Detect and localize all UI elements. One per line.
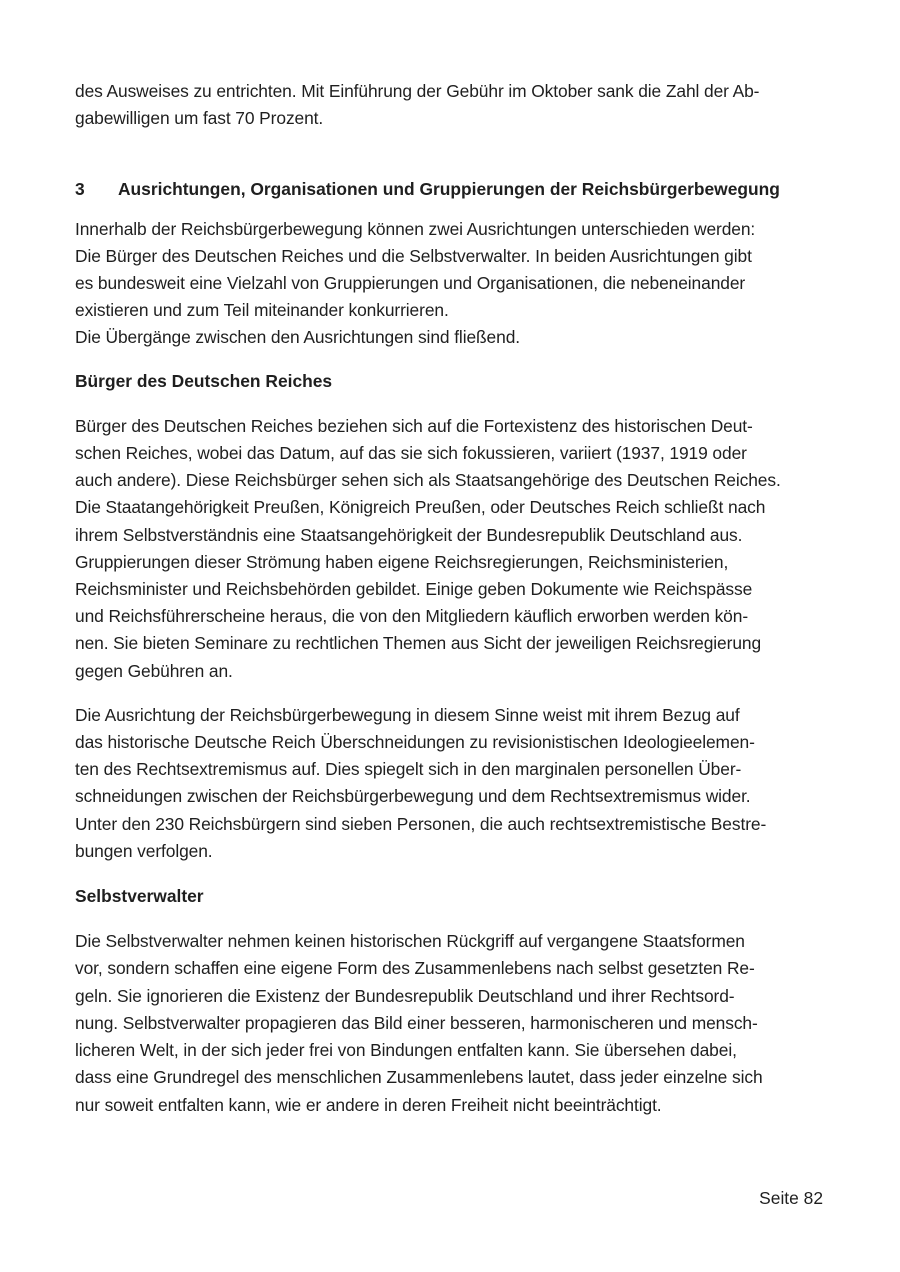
text-line: vor, sondern schaffen eine eigene Form des Zusammenlebens nach selbst gesetzten Re-: [75, 958, 755, 979]
text-line: Die Staatangehörigkeit Preußen, Königreich Preußen, oder Deutsches Reich schließt nach: [75, 497, 766, 518]
text-line: Bürger des Deutschen Reiches beziehen sich auf die Fortexistenz des historischen Deut-: [75, 415, 753, 436]
text-line: dass eine Grundregel des menschlichen Zusammenlebens lautet, dass jeder einzelne sich: [75, 1067, 763, 1088]
text-line: gabewilligen um fast 70 Prozent.: [75, 108, 324, 129]
text-line: Reichsminister und Reichsbehörden gebildet. Einige geben Dokumente wie Reichspässe: [75, 579, 753, 600]
text-line: schen Reiches, wobei das Datum, auf das sie sich fokussieren, variiert (1937, 1919 oder: [75, 443, 747, 464]
section-heading: [75, 176, 823, 203]
text-line: Gruppierungen dieser Strömung haben eigene Reichsregierungen, Reichsministerien,: [75, 551, 729, 572]
text-line: des Ausweises zu entrichten. Mit Einführung der Gebühr im Oktober sank die Zahl der Ab-: [75, 81, 760, 101]
subsection-heading-selbstverwalter: Selbstverwalter: [75, 886, 204, 907]
section-number: 3: [75, 179, 85, 200]
text-line: Die Ausrichtung der Reichsbürgerbewegung in diesem Sinne weist mit ihrem Bezug auf: [75, 704, 740, 725]
document-page: [75, 78, 823, 1119]
text-line: gegen Gebühren an.: [75, 660, 233, 681]
text-line: geln. Sie ignorieren die Existenz der Bundesrepublik Deutschland und ihrer Rechtsord-: [75, 985, 735, 1006]
text-line: nung. Selbstverwalter propagieren das Bild einer besseren, harmonischeren und mensch-: [75, 1012, 758, 1033]
intro-paragraph: [75, 78, 823, 132]
text-line: auch andere). Diese Reichsbürger sehen sich als Staatsangehörige des Deutschen Reiches.: [75, 470, 781, 491]
text-line: ihrem Selbstverständnis eine Staatsangehörigkeit der Bundesrepublik Deutschland aus.: [75, 524, 743, 545]
text-line: existieren und zum Teil miteinander konkurrieren.: [75, 300, 449, 321]
text-line: Unter den 230 Reichsbürgern sind sieben Personen, die auch rechtsextremistische Bestre-: [75, 813, 767, 834]
section-intro-paragraph: [75, 216, 823, 352]
text-line: schneidungen zwischen der Reichsbürgerbewegung und dem Rechtsextremismus wider.: [75, 786, 751, 807]
text-line: Die Übergänge zwischen den Ausrichtungen sind fließend.: [75, 327, 521, 348]
text-line: Die Bürger des Deutschen Reiches und die Selbstverwalter. In beiden Ausrichtungen gibt: [75, 245, 752, 266]
subsection-heading-buerger: Bürger des Deutschen Reiches: [75, 370, 333, 391]
text-line: es bundesweit eine Vielzahl von Gruppierungen und Organisationen, die nebeneinander: [75, 273, 746, 294]
text-line: Innerhalb der Reichsbürgerbewegung können zwei Ausrichtungen unterschieden werden:: [75, 218, 756, 239]
text-line: nur soweit entfalten kann, wie er andere in deren Freiheit nicht beeinträchtigt.: [75, 1094, 662, 1115]
page-number: Seite 82: [759, 1188, 823, 1208]
text-line: bungen verfolgen.: [75, 840, 213, 861]
selbstverwalter-paragraph: [75, 928, 823, 1118]
text-line: und Reichsführerscheine heraus, die von den Mitgliedern käuflich erworben werden kön-: [75, 606, 749, 627]
text-line: ten des Rechtsextremismus auf. Dies spiegelt sich in den marginalen personellen Über-: [75, 759, 742, 780]
section-title: Ausrichtungen, Organisationen und Gruppierungen der Reichsbürgerbewegung: [118, 179, 780, 200]
buerger-paragraph-2: [75, 702, 823, 865]
buerger-paragraph-1: [75, 413, 823, 685]
text-line: Die Selbstverwalter nehmen keinen historischen Rückgriff auf vergangene Staatsformen: [75, 931, 745, 952]
text-line: licheren Welt, in der sich jeder frei von Bindungen entfalten kann. Sie übersehen dabei,: [75, 1040, 737, 1061]
text-line: das historische Deutsche Reich Überschneidungen zu revisionistischen Ideologieelemen-: [75, 732, 755, 753]
text-line: nen. Sie bieten Seminare zu rechtlichen Themen aus Sicht der jeweiligen Reichsregierung: [75, 633, 762, 654]
